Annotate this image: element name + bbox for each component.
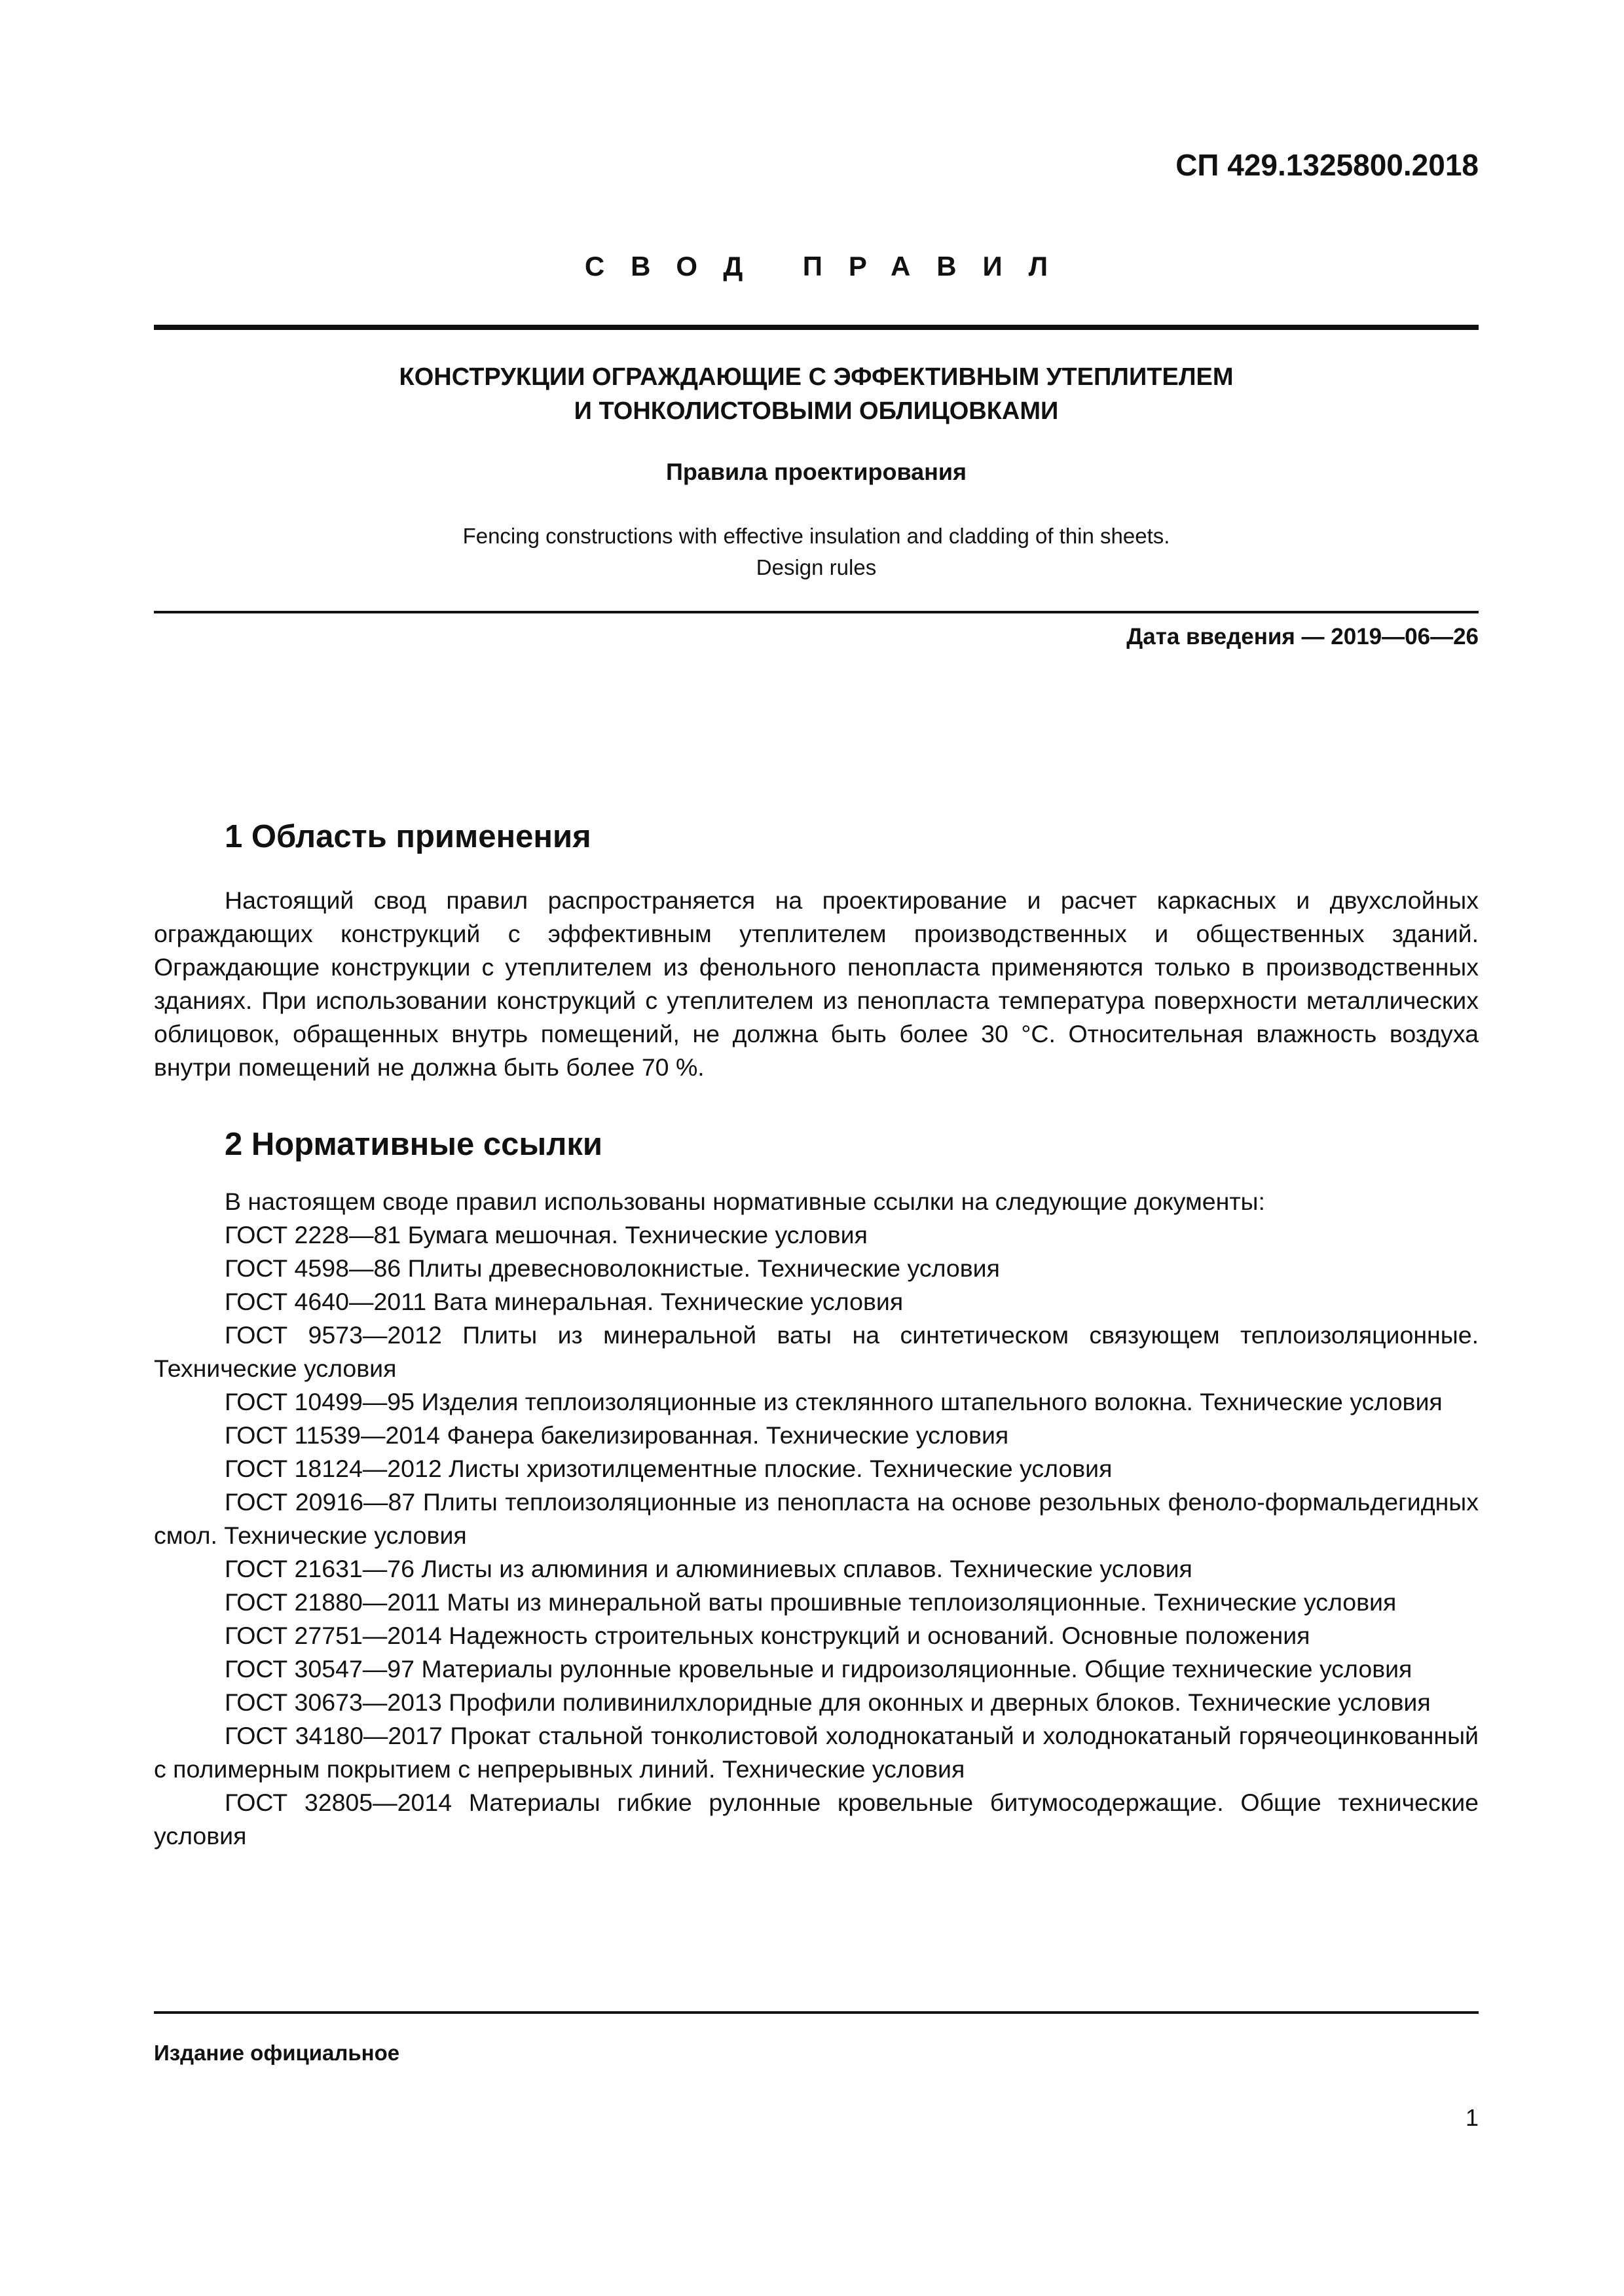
title-line-1: КОНСТРУКЦИИ ОГРАЖДАЮЩИЕ С ЭФФЕКТИВНЫМ УТЕПЛИТЕЛЕМ: [399, 363, 1234, 391]
reference-item: ГОСТ 4640—2011 Вата минеральная. Технические условия: [225, 1288, 904, 1315]
section-1-paragraph: Настоящий свод правил распространяется на проектирование и расчет каркасных и двухслойных ограждающих конструкций с эффективным утеплителем производственных и общественных зданий. Ограждающие конструкции с утеплителем из фенольного пенопласта применяются только в производственных зданиях. При использовании конструкций с утеплителем из пенопласта температура поверхности металлических облицовок, обращенных внутрь помещений, не должна быть более 30 °С. Относительная влажность воздуха внутри помещений не должна быть более 70 %.: [154, 886, 1479, 1081]
edition-label: Издание официальное: [154, 2041, 400, 2065]
document-number: СП 429.1325800.2018: [1175, 148, 1479, 182]
reference-item: ГОСТ 20916—87 Плиты теплоизоляционные из пенопласта на основе резольных феноло-формальдегидных смол. Технические условия: [154, 1488, 1479, 1549]
reference-item: ГОСТ 30673—2013 Профили поливинилхлоридные для оконных и дверных блоков. Технические условия: [225, 1688, 1431, 1716]
reference-item: ГОСТ 27751—2014 Надежность строительных конструкций и оснований. Основные положения: [225, 1622, 1310, 1649]
reference-item: ГОСТ 21631—76 Листы из алюминия и алюминиевых сплавов. Технические условия: [225, 1555, 1192, 1582]
reference-item: ГОСТ 18124—2012 Листы хризотилцементные плоские. Технические условия: [225, 1455, 1113, 1482]
introduction-date: Дата введения — 2019—06—26: [1126, 624, 1479, 649]
references-intro: В настоящем своде правил использованы нормативные ссылки на следующие документы:: [225, 1188, 1265, 1215]
section-1-body: [154, 884, 1479, 1084]
english-title-line-2: Design rules: [756, 555, 877, 579]
page-number: 1: [1465, 2104, 1479, 2131]
reference-item: ГОСТ 10499—95 Изделия теплоизоляционные из стеклянного штапельного волокна. Технические условия: [225, 1388, 1443, 1415]
reference-item: ГОСТ 30547—97 Материалы рулонные кровельные и гидроизоляционные. Общие технические условия: [225, 1655, 1412, 1683]
reference-item: ГОСТ 2228—81 Бумага мешочная. Технические условия: [225, 1221, 868, 1248]
reference-item: ГОСТ 32805—2014 Материалы гибкие рулонные кровельные битумосодержащие. Общие технические условия: [154, 1789, 1479, 1850]
reference-item: ГОСТ 21880—2011 Маты из минеральной ваты прошивные теплоизоляционные. Технические условия: [225, 1588, 1397, 1616]
series-title: СВОД ПРАВИЛ: [584, 251, 1074, 282]
footer-divider: [154, 2011, 1479, 2014]
section-2-heading: 2 Нормативные ссылки: [225, 1127, 602, 1162]
document-subtitle: Правила проектирования: [665, 458, 967, 485]
english-title-line-1: Fencing constructions with effective insulation and cladding of thin sheets.: [462, 524, 1170, 548]
references-list: [154, 1185, 1479, 1853]
reference-item: ГОСТ 34180—2017 Прокат стальной тонколистовой холоднокатаный и холоднокатаный горячеоцинкованный с полимерным покрытием с непрерывных линий. Технические условия: [154, 1722, 1479, 1783]
section-1-heading: 1 Область применения: [225, 819, 591, 854]
title-divider: [154, 611, 1479, 613]
header-divider: [154, 325, 1479, 330]
english-title: [154, 520, 1479, 583]
title-line-2: И ТОНКОЛИСТОВЫМИ ОБЛИЦОВКАМИ: [574, 397, 1059, 425]
reference-item: ГОСТ 9573—2012 Плиты из минеральной ваты на синтетическом связующем теплоизоляционные. Технические условия: [154, 1321, 1479, 1382]
reference-item: ГОСТ 4598—86 Плиты древесноволокнистые. Технические условия: [225, 1254, 1000, 1282]
reference-item: ГОСТ 11539—2014 Фанера бакелизированная. Технические условия: [225, 1421, 1009, 1449]
document-title: [154, 360, 1479, 428]
